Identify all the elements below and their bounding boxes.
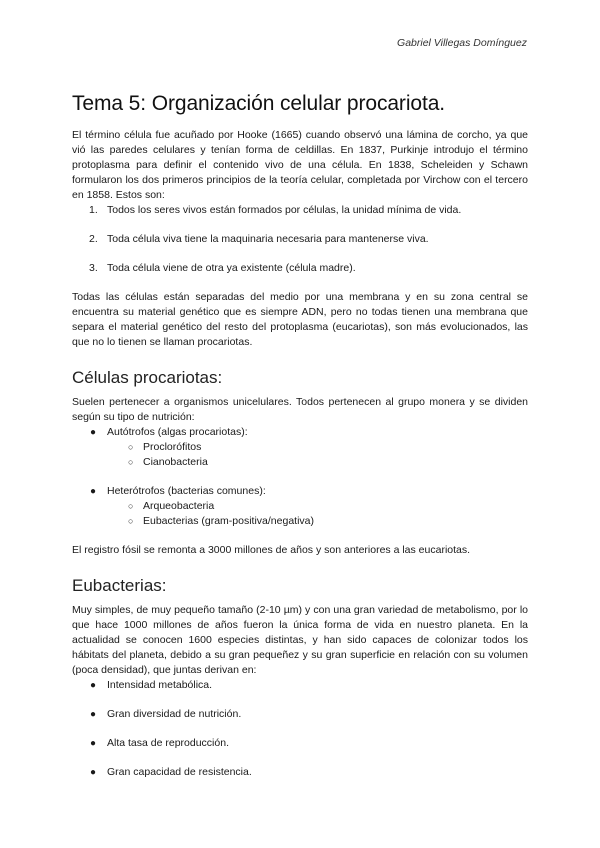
circle-bullet-icon: ○ xyxy=(128,501,134,511)
bullet-icon: ● xyxy=(90,709,97,720)
intro-paragraph: El término célula fue acuñado por Hooke (1665) cuando observó una lámina de corcho, ya que vió las paredes celulares y tenían forma de celdillas. En 1837, Purkinje introdujo el término protoplasma para definir el contenido vivo de una célula. En 1838, Scheleiden y Schawn formularon los dos primeros principios de la teoría celular, completada por Virchow con el tercero en 1858. Estos son: xyxy=(72,129,528,201)
circle-bullet-icon: ○ xyxy=(128,442,134,452)
sub-list xyxy=(107,499,528,529)
section-heading-procariotas: Células procariotas: xyxy=(72,368,223,387)
principle-text: Toda célula viva tiene la maquinaria necesaria para mantenerse viva. xyxy=(107,233,429,245)
eubacterias-intro: Muy simples, de muy pequeño tamaño (2-10 µm) y con una gran variedad de metabolismo, por lo que hace 1000 millones de años fueron la única forma de vida en nuestro planeta. En la actualidad se conocen 1600 especies distintas, y han sido capaces de colonizar todos los hábitats del planeta, debido a su gran pequeñez y su gran superficie en relación con su volumen (poca densidad), que juntas derivan en: xyxy=(72,604,528,676)
list-item xyxy=(72,765,528,780)
sub-item-text: Proclorófitos xyxy=(143,441,202,453)
traits-list xyxy=(72,678,528,780)
trait-text: Gran capacidad de resistencia. xyxy=(107,766,252,778)
circle-bullet-icon: ○ xyxy=(128,516,134,526)
sub-item-text: Arqueobacteria xyxy=(143,500,215,512)
list-item xyxy=(72,499,528,514)
bullet-icon: ● xyxy=(90,738,97,749)
principle-number: 2. xyxy=(89,233,98,245)
list-item xyxy=(72,678,528,693)
cells-paragraph: Todas las células están separadas del medio por una membrana y en su zona central se encuentra su material genético que es siempre ADN, pero no todas tienen una membrana que separa el material genético del resto del protoplasma (eucariotas), son más evolucionados, las que no lo tienen se llaman procariotas. xyxy=(72,291,528,348)
sub-list xyxy=(107,440,528,470)
list-item xyxy=(72,455,528,470)
sub-item-text: Cianobacteria xyxy=(143,456,208,468)
list-item xyxy=(72,484,528,529)
principle-text: Todos los seres vivos están formados por células, la unidad mínima de vida. xyxy=(107,204,462,216)
group-label: Autótrofos (algas procariotas): xyxy=(107,426,248,438)
trait-text: Intensidad metabólica. xyxy=(107,679,213,691)
bullet-icon: ● xyxy=(90,486,97,497)
bullet-icon: ● xyxy=(90,680,97,691)
list-item xyxy=(72,425,528,470)
trait-text: Gran diversidad de nutrición. xyxy=(107,708,242,720)
sub-item-text: Eubacterias (gram-positiva/negativa) xyxy=(143,515,314,527)
principle-item xyxy=(72,232,528,247)
page-title: Tema 5: Organización celular procariota. xyxy=(72,92,446,115)
fossil-paragraph: El registro fósil se remonta a 3000 millones de años y son anteriores a las eucariotas. xyxy=(72,544,471,556)
principles-list xyxy=(72,203,528,276)
list-item xyxy=(72,707,528,722)
page-content xyxy=(72,92,528,780)
principle-item xyxy=(72,261,528,276)
bullet-icon: ● xyxy=(90,767,97,778)
group-label: Heterótrofos (bacterias comunes): xyxy=(107,485,266,497)
section-heading-eubacterias: Eubacterias: xyxy=(72,576,167,595)
procariotas-intro: Suelen pertenecer a organismos unicelulares. Todos pertenecen al grupo monera y se dividen según su tipo de nutrición: xyxy=(72,396,528,423)
principle-number: 1. xyxy=(89,204,98,216)
list-item xyxy=(72,736,528,751)
list-item xyxy=(72,514,528,529)
principle-number: 3. xyxy=(89,262,98,274)
circle-bullet-icon: ○ xyxy=(128,457,134,467)
header-author: Gabriel Villegas Domínguez xyxy=(397,37,527,49)
bullet-icon: ● xyxy=(90,427,97,438)
principle-item xyxy=(72,203,528,218)
principle-text: Toda célula viene de otra ya existente (célula madre). xyxy=(107,262,356,274)
list-item xyxy=(72,440,528,455)
nutrition-groups-list xyxy=(72,425,528,529)
trait-text: Alta tasa de reproducción. xyxy=(107,737,229,749)
